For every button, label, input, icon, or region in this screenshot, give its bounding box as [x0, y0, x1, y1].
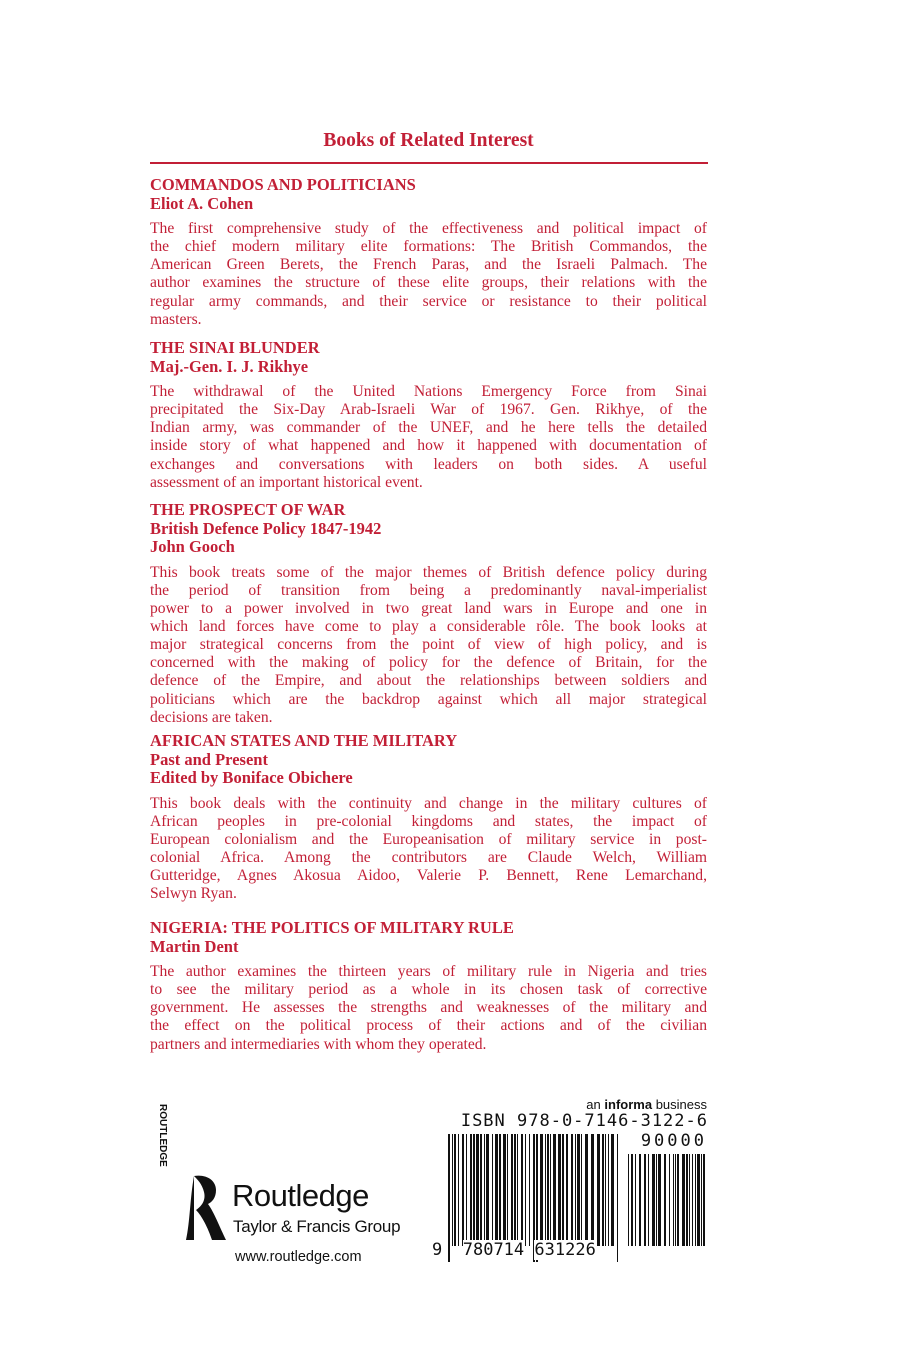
book-title: AFRICAN STATES AND THE MILITARY: [150, 731, 458, 750]
barcode-bar: [585, 1134, 588, 1246]
barcode-bar: [689, 1154, 690, 1246]
description-line: assessment of an important historical event.: [150, 473, 423, 491]
logo-vertical-text: ROUTLEDGE: [157, 1104, 168, 1167]
book-entry: [150, 919, 707, 1054]
barcode-bar: [486, 1134, 489, 1246]
description-line: exchanges and conversations with leaders on both sides. A useful: [150, 455, 707, 473]
barcode-bar: [476, 1134, 479, 1246]
description-line: power to a power involved in two great land wars in Europe and one in: [150, 599, 707, 617]
barcode-bar: [484, 1134, 485, 1246]
ean-left-digits: 780714: [462, 1240, 525, 1260]
description-line: Indian army, was commander of the UNEF, and he here tells the detailed: [150, 419, 707, 437]
ean-digits: [432, 1240, 596, 1260]
heading-rule: [150, 162, 708, 164]
barcode-bar: [581, 1134, 582, 1246]
book-entry: [150, 501, 707, 727]
book-description: [150, 795, 707, 904]
barcode-bar: [470, 1134, 472, 1246]
barcode-bar: [454, 1134, 456, 1246]
barcode-bar: [452, 1134, 453, 1246]
barcode-bar: [480, 1134, 482, 1246]
barcode-bar: [495, 1134, 498, 1246]
barcode-bar: [458, 1134, 459, 1246]
description-line: the period of transition from being a predominantly naval-imperialist: [150, 581, 707, 599]
barcode-bar: [577, 1134, 580, 1246]
tagline-post: business: [655, 1097, 707, 1112]
informa-tagline: [560, 1097, 707, 1112]
description-line: politicians which are the backdrop against which all major strategical: [150, 690, 707, 708]
barcode-bar: [553, 1134, 556, 1246]
barcode-bar: [529, 1134, 530, 1246]
routledge-logo-icon: [157, 1104, 228, 1242]
barcode-bar: [611, 1134, 614, 1246]
barcode-bar: [525, 1134, 526, 1246]
book-entry: [150, 176, 707, 329]
barcode-bar: [575, 1134, 576, 1246]
description-line: Selwyn Ryan.: [150, 885, 237, 903]
barcode-bar: [517, 1134, 518, 1246]
barcode-bar: [656, 1154, 657, 1246]
barcode-bar: [617, 1134, 618, 1262]
barcode-bar: [644, 1154, 646, 1246]
book-author: Eliot A. Cohen: [150, 193, 254, 213]
publisher-group: Taylor & Francis Group: [233, 1217, 401, 1236]
barcode-bar: [669, 1154, 670, 1246]
book-author: Maj.-Gen. I. J. Rikhye: [150, 356, 309, 376]
book-title: THE PROSPECT OF WAR: [150, 500, 346, 519]
barcode-bar: [591, 1134, 594, 1246]
barcode-bar: [605, 1134, 606, 1246]
barcode-bar: [682, 1154, 685, 1246]
description-line: This book deals with the continuity and change in the military cultures of: [150, 794, 707, 812]
barcode-bar: [635, 1154, 636, 1246]
description-line: concerned with the making of policy for the defence of Britain, for the: [150, 654, 707, 672]
barcode-bar: [701, 1154, 702, 1246]
book-title: THE SINAI BLUNDER: [150, 338, 320, 357]
barcode-bar: [550, 1134, 551, 1246]
book-entry: [150, 339, 707, 492]
section-heading: Books of Related Interest: [323, 130, 534, 151]
barcode-bar: [658, 1154, 661, 1246]
barcode-addon-number: 90000: [640, 1131, 707, 1151]
barcode-bar: [602, 1134, 604, 1246]
book-description: [150, 963, 707, 1054]
description-line: colonial Africa. Among the contributors are Claude Welch, William: [150, 848, 707, 866]
description-line: American Green Berets, the French Paras, and the Israeli Palmach. The: [150, 256, 707, 274]
description-line: government. He assesses the strengths and weaknesses of the military and: [150, 999, 707, 1017]
barcode-bar: [466, 1134, 467, 1246]
description-line: African peoples in pre-colonial kingdoms and states, the impact of: [150, 812, 707, 830]
barcode-bar: [652, 1154, 655, 1246]
description-line: The first comprehensive study of the effectiveness and political impact of: [150, 220, 707, 237]
barcode-bar: [695, 1154, 696, 1246]
book-description: [150, 564, 707, 727]
description-line: major strategical concerns from the point of view of high policy, and is: [150, 636, 707, 654]
publisher-name: Routledge: [232, 1178, 369, 1213]
barcode-bar: [597, 1134, 600, 1246]
tagline-pre: an: [586, 1097, 601, 1112]
book-title: COMMANDOS AND POLITICIANS: [150, 175, 416, 194]
description-line: The author examines the thirteen years of military rule in Nigeria and tries: [150, 963, 707, 980]
description-line: This book treats some of the major themes of British defence policy during: [150, 563, 707, 581]
publisher-url[interactable]: www.routledge.com: [235, 1249, 362, 1265]
barcode-bar: [675, 1154, 676, 1246]
barcode-bar: [703, 1154, 705, 1246]
description-line: to see the military period as a whole in its chosen task of corrective: [150, 981, 707, 999]
barcode-bar: [673, 1154, 674, 1246]
ean-right-digits: 631226: [534, 1240, 596, 1260]
book-author: Martin Dent: [150, 936, 239, 956]
description-line: inside story of what happened and how it happened with documentation of: [150, 437, 707, 455]
barcode-bar: [547, 1134, 549, 1246]
barcode-bar: [545, 1134, 546, 1246]
description-line: the chief modern military elite formations: The British Commandos, the: [150, 238, 707, 256]
book-author: Edited by Boniface Obichere: [150, 768, 353, 787]
barcode-bar: [648, 1154, 649, 1246]
book-entry: [150, 732, 707, 903]
book-subtitle: British Defence Policy 1847-1942: [150, 518, 382, 538]
barcode-bar: [499, 1134, 501, 1246]
barcode-bar: [571, 1134, 573, 1246]
barcode-bar: [664, 1154, 666, 1246]
description-line: author examines the structure of these elite groups, their relations with the: [150, 274, 707, 292]
barcode-bar: [514, 1134, 516, 1246]
barcode-bar: [473, 1134, 475, 1246]
barcode-bar: [462, 1134, 464, 1246]
barcode-bar: [507, 1134, 508, 1246]
description-line: partners and intermediaries with whom they operated.: [150, 1035, 487, 1053]
barcode-bar: [608, 1134, 609, 1246]
barcode-bar: [511, 1134, 513, 1246]
description-line: The withdrawal of the United Nations Emergency Force from Sinai: [150, 383, 707, 400]
description-line: the effect on the political process of their actions and of the civilian: [150, 1017, 707, 1035]
description-line: Gutteridge, Agnes Akosua Aidoo, Valerie P. Bennett, Rene Lemarchand,: [150, 867, 707, 885]
description-line: precipitated the Six-Day Arab-Israeli War of 1967. Gen. Rikhye, of the: [150, 401, 707, 419]
barcode-bar: [503, 1134, 506, 1246]
barcode-bar: [540, 1134, 543, 1246]
barcode-bar: [562, 1134, 564, 1246]
description-line: decisions are taken.: [150, 708, 273, 726]
isbn-text: ISBN 978-0-7146-3122-6: [460, 1111, 708, 1131]
description-line: masters.: [150, 310, 202, 328]
description-line: defence of the Empire, and about the relationships between soldiers and: [150, 672, 707, 690]
barcode-bar: [628, 1154, 629, 1246]
barcode-bar: [631, 1154, 633, 1246]
tagline-bold: informa: [604, 1097, 653, 1112]
description-line: which land forces have come to play a considerable rôle. The book looks at: [150, 617, 707, 635]
barcode-bar: [521, 1134, 523, 1246]
description-line: European colonialism and the Europeanisation of military service in post-: [150, 830, 707, 848]
barcode-bar: [677, 1154, 679, 1246]
description-line: regular army commands, and their service or resistance to their political: [150, 292, 707, 310]
barcode-bar: [686, 1154, 688, 1246]
book-description: [150, 220, 707, 329]
barcode-bar: [558, 1134, 561, 1246]
barcode-bar: [639, 1154, 641, 1246]
book-title: NIGERIA: THE POLITICS OF MILITARY RULE: [150, 918, 514, 937]
barcode-bar: [566, 1134, 568, 1246]
barcode-bar: [697, 1154, 700, 1246]
book-description: [150, 383, 707, 492]
book-author: John Gooch: [150, 537, 235, 556]
barcode-bar: [692, 1154, 693, 1246]
barcode-bar: [492, 1134, 493, 1246]
ean-first-digit: 9: [432, 1240, 443, 1260]
book-subtitle: Past and Present: [150, 749, 268, 769]
